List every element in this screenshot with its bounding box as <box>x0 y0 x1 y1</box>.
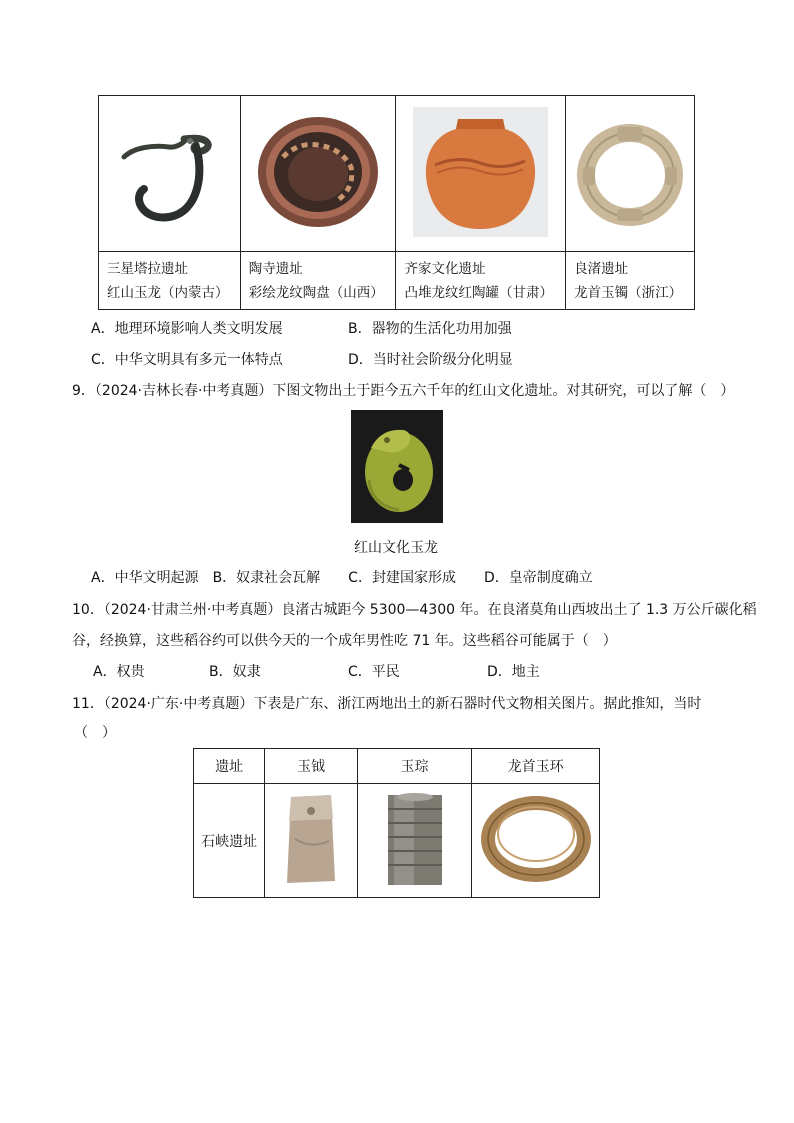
header-dragon-ring: 龙首玉环 <box>472 749 600 784</box>
q10-option-d: D．地主 <box>487 664 540 680</box>
q11-stem-line2: （ ） <box>74 725 116 741</box>
dragon-head-jade-bracelet-image <box>575 117 685 227</box>
q9-stem: 9．（2024·吉林长春·中考真题）下图文物出土于距今五六千年的红山文化遗址。对其研究，可以了解（ ） <box>72 383 735 399</box>
header-site: 遗址 <box>194 749 265 784</box>
image-cell-jade-bracelet <box>566 96 695 252</box>
image-cell-jade-dragon <box>99 96 241 252</box>
q10-stem-line1: 10．（2024·甘肃兰州·中考真题）良渚古城距今 5300—4300 年。在良渚莫角山西坡出土了 1.3 万公斤碳化稻 <box>72 602 757 618</box>
q8-option-b: B．器物的生活化功用加强 <box>348 321 512 337</box>
q8-option-c: C．中华文明具有多元一体特点 <box>91 352 283 368</box>
site-name-2: 陶寺遗址 <box>248 260 303 277</box>
q10-option-c: C．平民 <box>348 664 400 680</box>
artifact-name-4: 龙首玉镯（浙江） <box>574 284 683 301</box>
cell-dragon-ring <box>472 784 600 898</box>
site-name-3: 齐家文化遗址 <box>404 260 486 277</box>
hongshan-jade-dragon-image <box>114 117 224 227</box>
caption-cell-3 <box>396 252 566 310</box>
jade-yue-image <box>281 789 341 889</box>
q10-option-b: B．奴隶 <box>209 664 261 680</box>
q10-stem-line2: 谷，经换算，这些稻谷约可以供今天的一个成年男性吃 71 年。这些稻谷可能属于（ ） <box>72 633 617 649</box>
image-cell-painted-plate <box>240 96 396 252</box>
q9-options: A．中华文明起源 B．奴隶社会瓦解 C．封建国家形成 D．皇帝制度确立 <box>91 570 593 586</box>
hongshan-jade-pig-dragon-image <box>351 410 443 523</box>
header-jade-yue: 玉钺 <box>265 749 358 784</box>
artifact-name-2: 彩绘龙纹陶盘（山西） <box>248 284 384 301</box>
image-cell-red-pottery-jar <box>396 96 566 252</box>
q8-option-a: A．地理环境影响人类文明发展 <box>91 321 283 337</box>
site-name-1: 三星塔拉遗址 <box>107 260 188 277</box>
red-pottery-jar-image <box>413 107 548 237</box>
dragon-head-jade-ring-image <box>481 794 591 884</box>
q11-stem-line1: 11．（2024·广东·中考真题）下表是广东、浙江两地出土的新石器时代文物相关图片。据此推知，当时 <box>72 696 702 712</box>
caption-cell-4 <box>566 252 695 310</box>
cell-jade-yue <box>265 784 358 898</box>
site-name-4: 良渚遗址 <box>574 260 629 277</box>
cell-jade-cong <box>357 784 471 898</box>
header-jade-cong: 玉琮 <box>357 749 471 784</box>
caption-cell-1 <box>99 252 241 310</box>
q8-option-d: D．当时社会阶级分化明显 <box>348 352 513 368</box>
q9-caption: 红山文化玉龙 <box>354 540 438 556</box>
caption-cell-2 <box>240 252 396 310</box>
q8-artifact-table <box>98 95 695 310</box>
artifact-name-3: 凸堆龙纹红陶罐（甘肃） <box>404 284 553 301</box>
row-label-shixia: 石峡遗址 <box>194 784 265 898</box>
jade-cong-image <box>380 789 450 889</box>
q10-option-a: A．权贵 <box>93 664 145 680</box>
q11-artifact-table <box>193 748 600 898</box>
painted-dragon-plate-image <box>253 112 383 232</box>
q9-image-frame <box>351 410 443 523</box>
artifact-name-1: 红山玉龙（内蒙古） <box>107 284 229 301</box>
